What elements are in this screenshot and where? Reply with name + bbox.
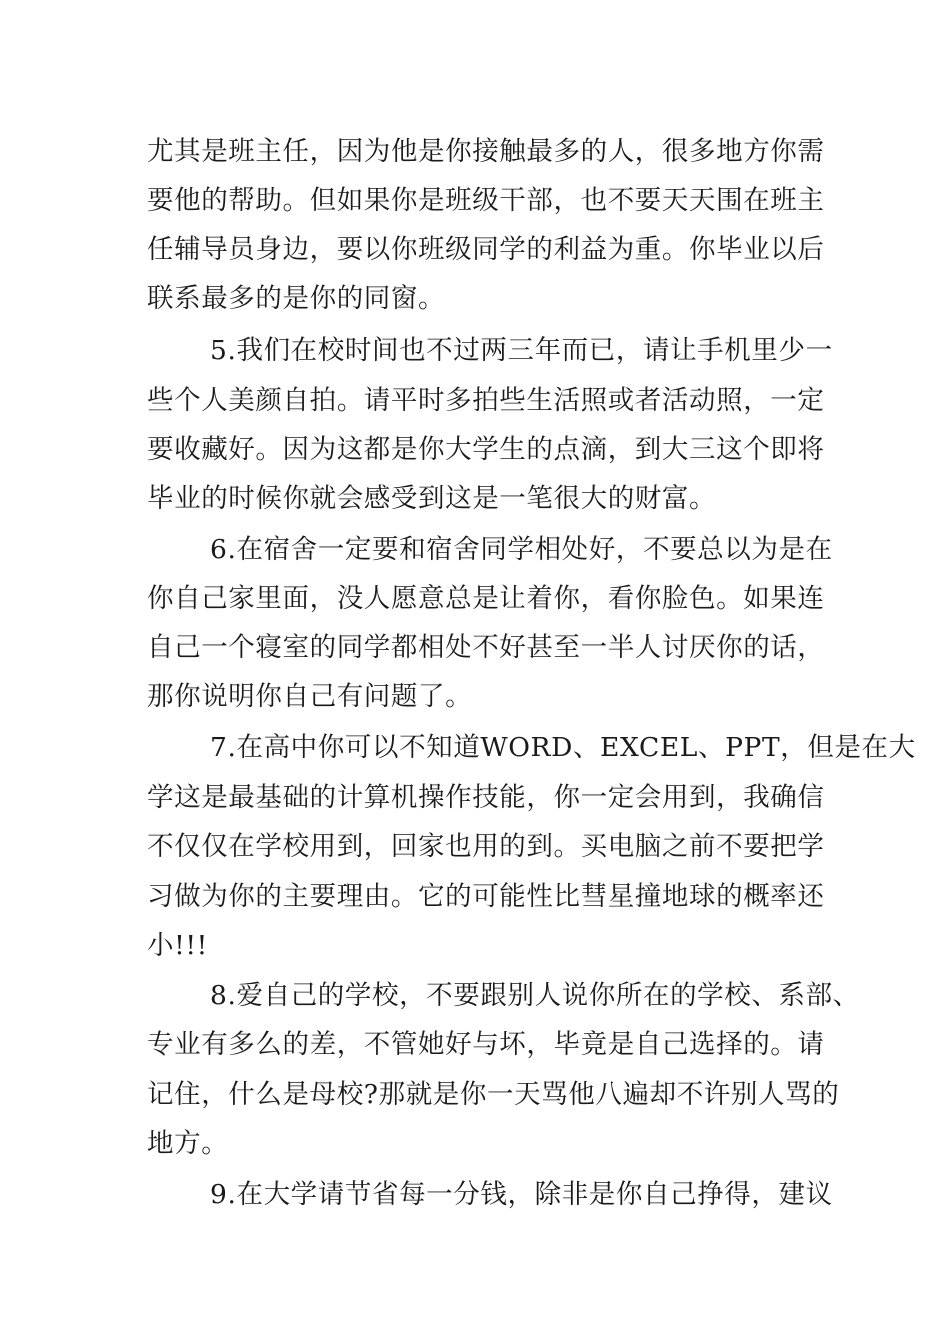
paragraph-9-first-line: 9.在大学请节省每一分钱，除非是你自己挣得，建议 [210, 1179, 833, 1210]
text-line: 自己一个寝室的同学都相处不好甚至一半人讨厌你的话， [147, 632, 825, 663]
paragraph-7-first-line: 7.在高中你可以不知道WORD、EXCEL、PPT，但是在大 [210, 732, 916, 763]
paragraph-8-first-line: 8.爱自己的学校，不要跟别人说你所在的学校、系部、 [210, 980, 860, 1011]
text-line: 地方。 [147, 1128, 229, 1159]
text-line: 专业有多么的差，不管她好与坏，毕竟是自己选择的。请 [147, 1029, 825, 1060]
text-line: 毕业的时候你就会感受到这是一笔很大的财富。 [147, 483, 717, 514]
paragraph-5-first-line: 5.我们在校时间也不过两三年而已，请让手机里少一 [210, 335, 833, 366]
text-line: 尤其是班主任，因为他是你接触最多的人，很多地方你需 [147, 136, 825, 167]
text-line: 记住，什么是母校?那就是你一天骂他八遍却不许别人骂的 [147, 1079, 840, 1110]
text-line: 要他的帮助。但如果你是班级干部，也不要天天围在班主 [147, 185, 825, 216]
text-line: 些个人美颜自拍。请平时多拍些生活照或者活动照，一定 [147, 385, 825, 416]
text-line: 要收藏好。因为这都是你大学生的点滴，到大三这个即将 [147, 434, 825, 465]
text-line: 那你说明你自己有问题了。 [147, 681, 473, 712]
text-line: 不仅仅在学校用到，回家也用的到。买电脑之前不要把学 [147, 831, 825, 862]
text-line: 学这是最基础的计算机操作技能，你一定会用到，我确信 [147, 782, 825, 813]
text-line: 任辅导员身边，要以你班级同学的利益为重。你毕业以后 [147, 234, 825, 265]
text-line: 你自己家里面，没人愿意总是让着你，看你脸色。如果连 [147, 583, 825, 614]
text-line: 联系最多的是你的同窗。 [147, 283, 446, 314]
text-line: 习做为你的主要理由。它的可能性比彗星撞地球的概率还 [147, 881, 825, 912]
text-line: 小!!! [147, 930, 208, 961]
paragraph-6-first-line: 6.在宿舍一定要和宿舍同学相处好，不要总以为是在 [210, 534, 833, 565]
